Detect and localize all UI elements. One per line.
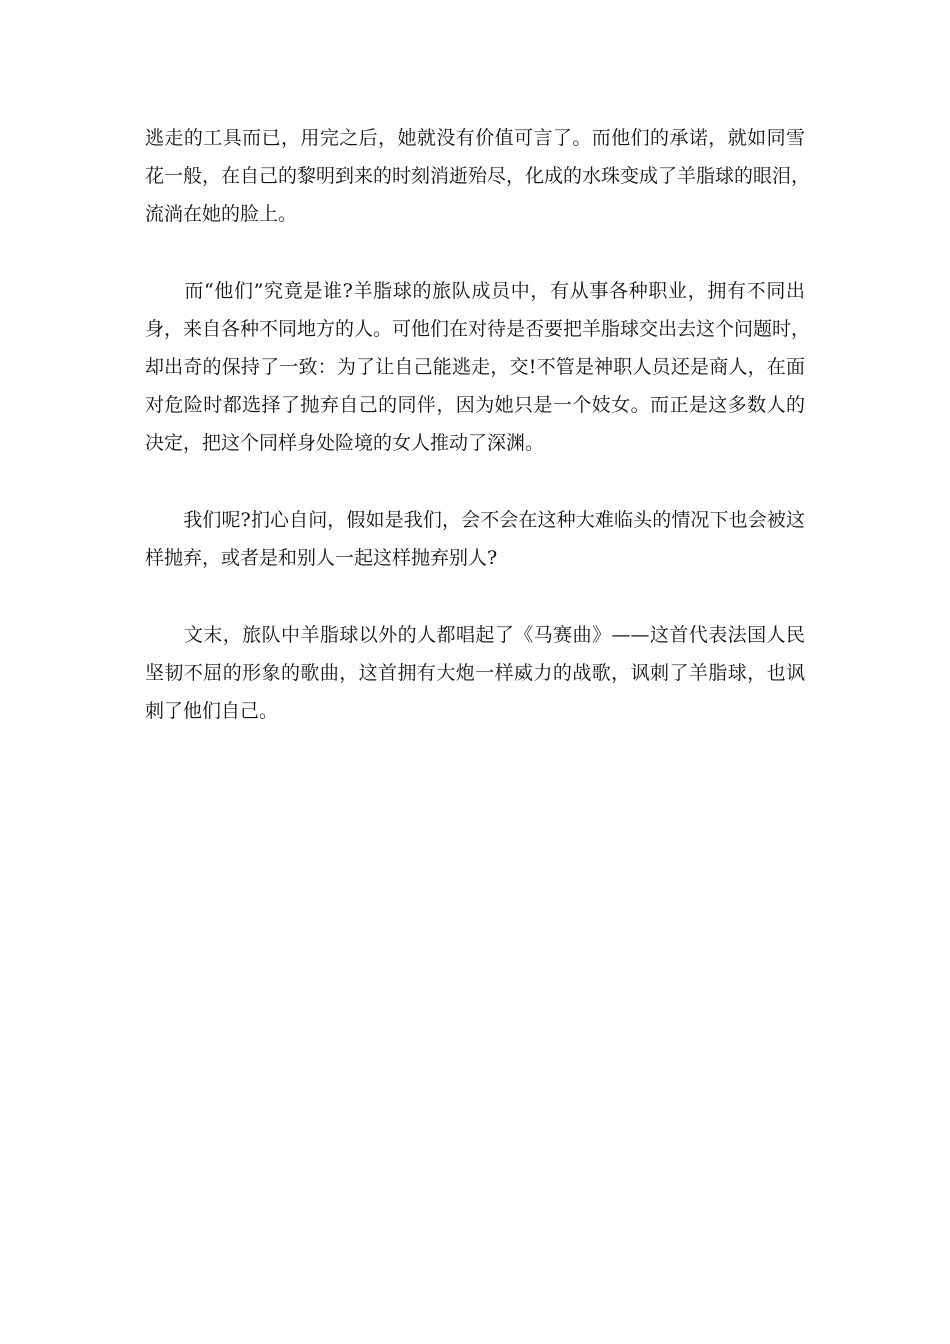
paragraph-2	[145, 272, 811, 462]
text-line: 身，来自各种不同地方的人。可他们在对待是否要把羊脂球交出去这个问题时，	[145, 318, 811, 340]
text-line: 花一般，在自己的黎明到来的时刻消逝殆尽，化成的水珠变成了羊脂球的眼泪，	[145, 165, 811, 187]
paragraph-4	[145, 616, 805, 730]
paragraph-3	[145, 501, 805, 577]
text-line: 对危险时都选择了抛弃自己的同伴，因为她只是一个妓女。而正是这多数人的	[145, 394, 805, 416]
text-line: 文末，旅队中羊脂球以外的人都唱起了《马赛曲》——这首代表法国人民	[145, 624, 805, 646]
text-line: 我们呢?扪心自问，假如是我们，会不会在这种大难临头的情况下也会被这	[145, 509, 805, 531]
document-body	[145, 119, 811, 769]
text-line: 而“他们”究竟是谁?羊脂球的旅队成员中，有从事各种职业，拥有不同出	[145, 280, 805, 302]
paragraph-1	[145, 119, 811, 233]
text-line: 却出奇的保持了一致：为了让自己能逃走，交!不管是神职人员还是商人，在面	[145, 356, 805, 378]
text-line: 坚韧不屈的形象的歌曲，这首拥有大炮一样威力的战歌，讽刺了羊脂球，也讽	[145, 662, 805, 684]
text-line: 样抛弃，或者是和别人一起这样抛弃别人?	[145, 547, 498, 569]
text-line: 决定，把这个同样身处险境的女人推动了深渊。	[145, 432, 545, 454]
text-line: 刺了他们自己。	[145, 700, 279, 722]
text-line: 逃走的工具而已，用完之后，她就没有价值可言了。而他们的承诺，就如同雪	[145, 127, 805, 149]
text-line: 流淌在她的脸上。	[145, 203, 298, 225]
